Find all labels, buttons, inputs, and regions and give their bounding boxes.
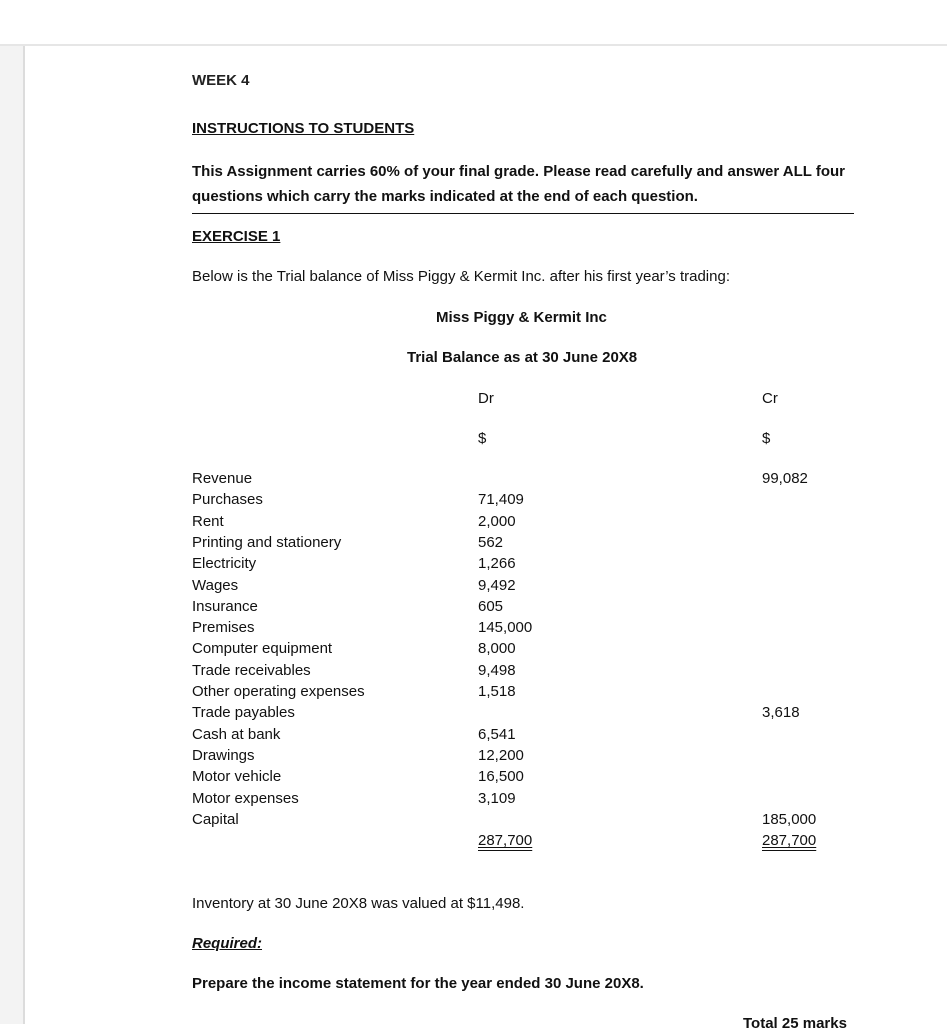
cr-unit: $: [762, 430, 771, 447]
table-row: [192, 598, 832, 619]
document-page: [25, 46, 947, 1032]
cr-value: 3,618: [762, 704, 800, 722]
dr-total: 287,700: [478, 832, 533, 850]
company-name: Miss Piggy & Kermit Inc: [436, 309, 607, 326]
totals-row: [192, 832, 832, 853]
cr-column-header: Cr: [762, 390, 778, 407]
account-label: Rent: [192, 512, 224, 530]
account-label: Purchases: [192, 491, 263, 509]
table-row: [192, 640, 832, 661]
required-label: Required:: [192, 935, 263, 952]
table-row: [192, 768, 832, 789]
week-header-clipped: WEEK 4: [192, 72, 250, 89]
dr-value: 3,109: [478, 789, 516, 807]
cr-value: 185,000: [762, 810, 817, 828]
dr-value: 8,000: [478, 640, 516, 658]
dr-value: 16,500: [478, 768, 524, 786]
account-label: Drawings: [192, 746, 255, 764]
table-row: [192, 555, 832, 576]
dr-value: 2,000: [478, 512, 516, 530]
table-row: [192, 811, 832, 832]
dr-value: 6,541: [478, 725, 516, 743]
account-label: Revenue: [192, 470, 253, 487]
dr-value: 1,518: [478, 683, 516, 700]
total-marks: Total 25 marks: [743, 1015, 847, 1032]
account-label: Premises: [192, 619, 255, 637]
dr-value: 1,266: [478, 555, 516, 573]
account-label: Cash at bank: [192, 725, 281, 743]
account-label: Wages: [192, 576, 239, 594]
task-text: Prepare the income statement for the year ended 30 June 20X8.: [192, 975, 644, 992]
table-row: [192, 662, 832, 683]
table-row: [192, 619, 832, 640]
account-label: Trade payables: [192, 704, 295, 722]
table-row: [192, 534, 832, 555]
account-label: Insurance: [192, 597, 258, 615]
cr-value: 99,082: [762, 470, 808, 487]
exercise-title: EXERCISE 1: [192, 228, 281, 245]
statement-title: Trial Balance as at 30 June 20X8: [407, 349, 638, 366]
instructions-text: This Assignment carries 60% of your final grade. Please read carefully and answer ALL four questions which carry the marks indicated at the end of each question.: [192, 159, 854, 214]
table-row: [192, 577, 832, 598]
account-label: Computer equipment: [192, 640, 333, 658]
instructions-title: INSTRUCTIONS TO STUDENTS: [192, 120, 415, 137]
table-row: [192, 683, 832, 704]
viewer-top-bar: [0, 0, 947, 46]
dr-value: 12,200: [478, 746, 524, 764]
account-label: Printing and stationery: [192, 533, 342, 551]
table-row: [192, 747, 832, 768]
account-label: Electricity: [192, 555, 257, 573]
table-row: [192, 790, 832, 811]
inventory-note: Inventory at 30 June 20X8 was valued at $11,498.: [192, 895, 525, 912]
dr-value: 71,409: [478, 491, 524, 509]
account-label: Motor vehicle: [192, 768, 282, 786]
account-label: Other operating expenses: [192, 683, 365, 700]
account-label: Trade receivables: [192, 661, 311, 679]
exercise-intro: Below is the Trial balance of Miss Piggy & Kermit Inc. after his first year’s trading:: [192, 268, 730, 285]
table-row: [192, 726, 832, 747]
table-row: [192, 470, 832, 491]
dr-value: 605: [478, 597, 504, 615]
dr-value: 145,000: [478, 619, 533, 637]
dr-unit: $: [478, 430, 487, 447]
table-row: [192, 513, 832, 534]
account-label: Capital: [192, 810, 239, 828]
cr-total: 287,700: [762, 832, 817, 850]
left-gutter: [0, 46, 25, 1024]
dr-value: 9,492: [478, 576, 516, 594]
dr-column-header: Dr: [478, 390, 494, 407]
account-label: Motor expenses: [192, 789, 299, 807]
table-row: [192, 704, 832, 725]
dr-value: 9,498: [478, 661, 516, 679]
dr-value: 562: [478, 533, 504, 551]
table-row: [192, 491, 832, 512]
